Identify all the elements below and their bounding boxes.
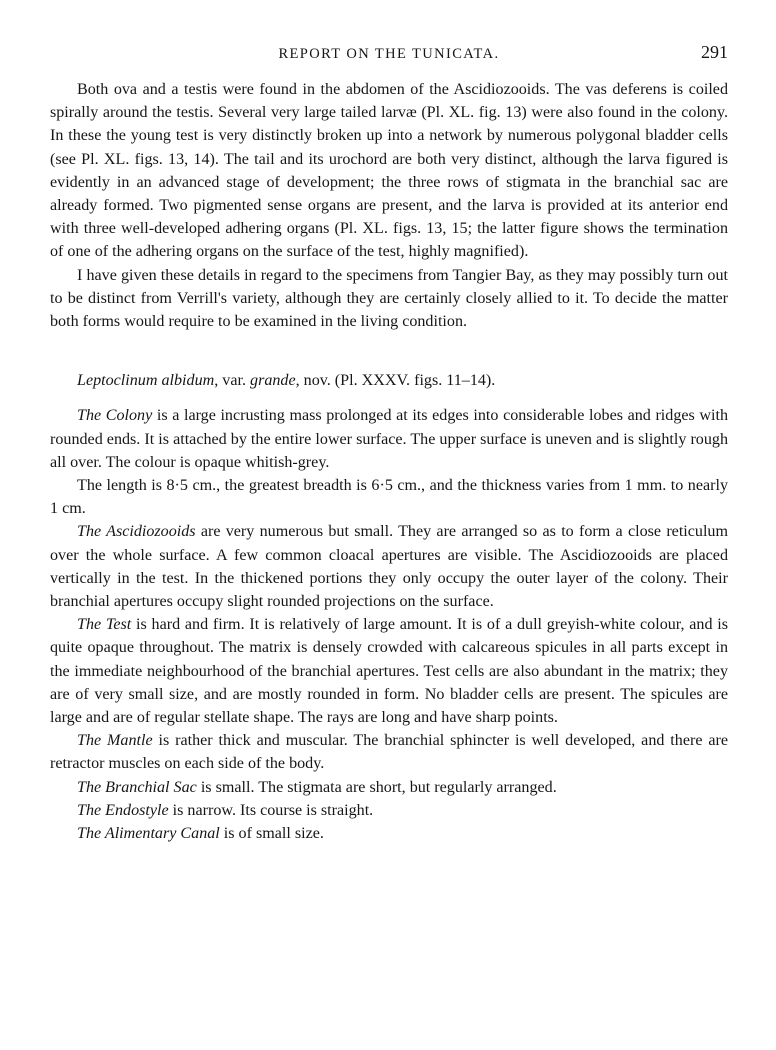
section-text: is rather thick and muscular. The branchial sphincter is well developed, and there are retractor muscles on each side of the body. — [50, 732, 728, 773]
species-reference: , nov. (Pl. XXXV. figs. 11–14). — [295, 372, 496, 390]
species-heading — [50, 369, 728, 392]
running-title: REPORT ON THE TUNICATA. — [278, 46, 500, 62]
section-text: is of small size. — [219, 825, 324, 843]
section-text: are very numerous but small. They are arranged so as to form a close reticulum over the whole surface. A few common cloacal apertures are visible. The Ascidiozooids are placed vertically in the test. In the thickened portions they only occupy the outer layer of the colony. Their branchial apertures occupy slight rounded projections on the surface. — [50, 523, 728, 611]
section-term: The Endostyle — [77, 801, 169, 819]
section-term: The Branchial Sac — [77, 778, 197, 796]
paragraph-tangier-bay: I have given these details in regard to the specimens from Tangier Bay, as they may possibly turn out to be distinct from Verrill's variety, although they are certainly closely allied to it. To decide the matter both forms would require to be examined in the living condition. — [50, 266, 728, 331]
section-term: The Test — [77, 616, 132, 634]
page-number: 291 — [701, 42, 728, 62]
section-text: is narrow. Its course is straight. — [168, 801, 374, 819]
section-mantle — [50, 729, 728, 775]
paragraph-larvae: Both ova and a testis were found in the abdomen of the Ascidiozooids. The vas deferens is coiled spirally around the testis. Several very large tailed larvæ (Pl. XL. fig. 13) were also found in the colony. In these the young test is very distinctly broken up into a network by numerous polygonal bladder cells (see Pl. XL. figs. 13, 14). The tail and its urochord are both very distinct, although the larva figured is evidently in an advanced stage of development; the three rows of stigmata in the branchial sac are already formed. Two pigmented sense organs are present, and the larva is provided at its anterior end with three well-developed adhering organs (Pl. XL. figs. 13, 15; the latter figure shows the termination of one of the adhering organs on the surface of the test, highly magnified). — [50, 81, 728, 261]
section-text: The length is 8·5 cm., the greatest breadth is 6·5 cm., and the thickness varies from 1 mm. to nearly 1 cm. — [50, 477, 728, 518]
section-ascidiozooids — [50, 520, 728, 613]
section-term: The Ascidiozooids — [77, 523, 196, 541]
running-head — [50, 40, 728, 70]
species-name: Leptoclinum albidum — [77, 372, 215, 390]
section-term: The Colony — [77, 407, 153, 425]
section-branchial-sac — [50, 776, 728, 799]
section-text: is hard and firm. It is relatively of large amount. It is of a dull greyish-white colour, and is quite opaque throughout. The matrix is densely crowded with calcareous spicules in all parts except in the immediate neighbourhood of the branchial apertures. Test cells are also abundant in the matrix; they are of very small size, and are mostly rounded in form. No bladder cells are present. The spicules are large and are of regular stellate shape. The rays are long and have sharp points. — [50, 616, 729, 727]
section-endostyle — [50, 799, 728, 822]
species-var-label: , var. — [214, 372, 251, 390]
page — [50, 40, 728, 845]
section-dimensions — [50, 474, 728, 520]
section-term: The Mantle — [77, 732, 153, 750]
species-variety: grande — [250, 372, 296, 390]
section-test — [50, 613, 728, 729]
section-text: is a large incrusting mass prolonged at its edges into considerable lobes and ridges with rounded ends. It is attached by the entire lower surface. The upper surface is uneven and is slightly rough all over. The colour is opaque whitish-grey. — [50, 407, 729, 471]
section-alimentary-canal — [50, 822, 728, 845]
section-text: is small. The stigmata are short, but regularly arranged. — [196, 778, 557, 796]
section-colony — [50, 404, 728, 474]
section-term: The Alimentary Canal — [77, 825, 220, 843]
